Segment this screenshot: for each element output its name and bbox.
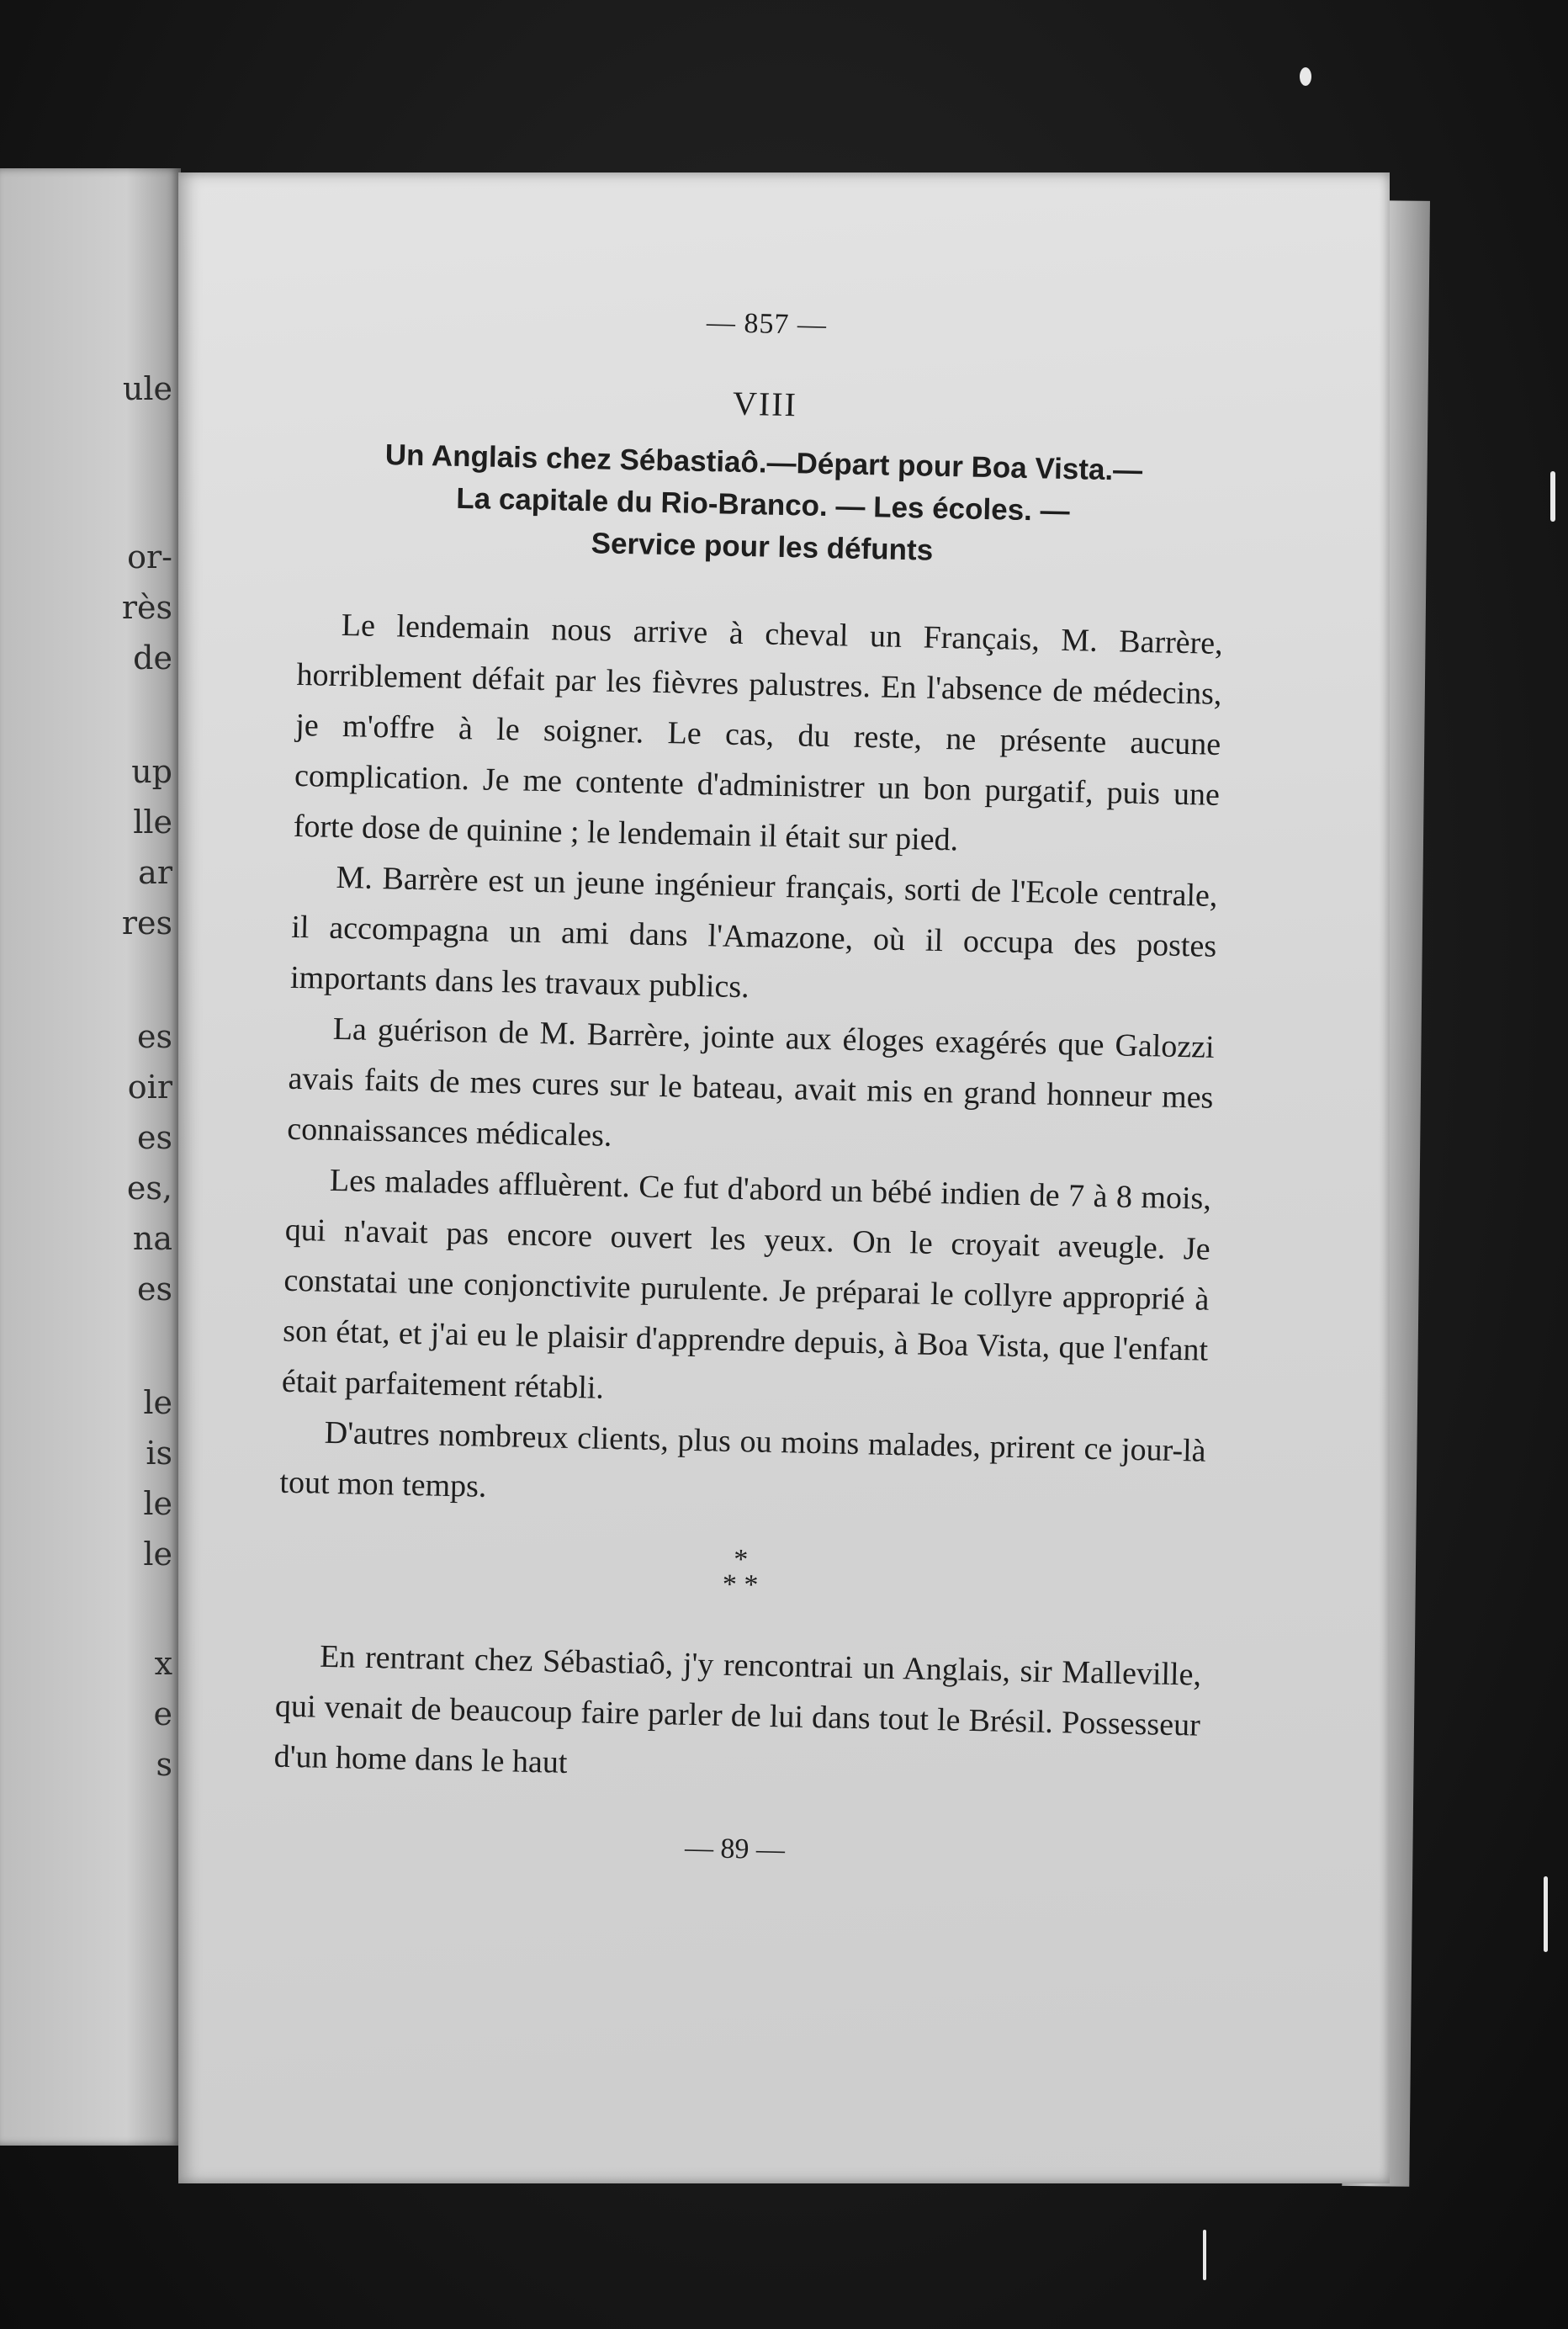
left-page-text-fragment: es bbox=[137, 1119, 172, 1156]
page-content bbox=[272, 299, 1230, 1875]
left-page bbox=[0, 168, 181, 2146]
page-number-bottom: — 89 — bbox=[684, 1832, 786, 1866]
dust-speck bbox=[1544, 1876, 1548, 1952]
asterism-top: * bbox=[733, 1544, 749, 1576]
page-number-top: — 857 — bbox=[706, 307, 828, 342]
left-page-text-fragment: le bbox=[143, 1536, 172, 1573]
paragraph: Le lendemain nous arrive à cheval un Français, M. Barrère, horriblement défait par les fièvres palustres. En l'absence de médecins, je m'offre à le soigner. Le cas, du reste, ne présente aucune complication. Je me contente d'administrer un bon purgatif, puis une forte dose de quinine ; le lendemain il était sur pied. bbox=[293, 607, 1224, 858]
paragraph: La guérison de M. Barrère, jointe aux éloges exagérés que Galozzi avais faits de mes cures sur le bateau, avait mis en grand honneur mes connaissances médicales. bbox=[286, 1011, 1216, 1154]
left-page-text-fragment: le bbox=[143, 1485, 172, 1522]
left-page-text-fragment: lle bbox=[133, 804, 172, 841]
paragraph: Les malades affluèrent. Ce fut d'abord un bébé indien de 7 à 8 mois, qui n'avait pas encore ouvert les yeux. On le croyait aveugle. Je constatai une conjonctivite purulente. Je préparai le collyre approprié à son état, et j'ai eu le plaisir d'apprendre depuis, à Boa Vista, que l'enfant était parfaitement rétabli. bbox=[281, 1162, 1212, 1406]
heading-line: La capitale du Rio-Branco. — Les écoles. — bbox=[455, 481, 1071, 528]
dust-speck bbox=[1550, 471, 1555, 522]
paragraph: En rentrant chez Sébastiaô, j'y rencontrai un Anglais, sir Malleville, qui venait de beaucoup faire parler de lui dans tout le Brésil. Possesseur d'un home dans le haut bbox=[273, 1638, 1202, 1780]
chapter-heading bbox=[299, 432, 1227, 578]
left-page-text-fragment: or- bbox=[127, 538, 172, 576]
book-page bbox=[178, 172, 1390, 2183]
left-page-text-fragment: na bbox=[132, 1220, 172, 1257]
body-text bbox=[273, 599, 1223, 1801]
left-page-text-fragment: rès bbox=[121, 589, 172, 626]
dust-speck bbox=[1300, 67, 1311, 86]
left-page-text-fragment: ule bbox=[122, 370, 172, 407]
left-page-text-fragment: oir bbox=[127, 1069, 172, 1106]
left-page-text-fragment: x bbox=[154, 1645, 172, 1682]
left-page-text-fragment: de bbox=[133, 639, 172, 676]
heading-line: Un Anglais chez Sébastiaô.—Départ pour Boa Vista.— bbox=[384, 438, 1143, 487]
section-break-asterism bbox=[278, 1538, 1204, 1608]
left-page-text-fragment: ar bbox=[138, 854, 172, 891]
left-page-text-fragment: e bbox=[153, 1695, 172, 1732]
left-page-text-fragment: is bbox=[146, 1435, 172, 1472]
left-page-text-fragment: up bbox=[131, 753, 172, 790]
left-page-text-fragment: le bbox=[143, 1384, 172, 1421]
left-page-text-fragment: es, bbox=[126, 1170, 172, 1207]
paragraph: M. Barrère est un jeune ingénieur français, sorti de l'Ecole centrale, il accompagna un ami dans l'Amazone, où il occupa des postes importants dans les travaux publics. bbox=[289, 859, 1218, 1005]
asterism-bottom: * * bbox=[722, 1568, 759, 1601]
left-page-text-fragment: res bbox=[121, 905, 172, 942]
paragraph: D'autres nombreux clients, plus ou moins malades, prirent ce jour-là tout mon temps. bbox=[279, 1414, 1206, 1504]
left-page-text-fragment: s bbox=[156, 1746, 172, 1783]
left-page-text-fragment: es bbox=[137, 1018, 172, 1055]
heading-line: Service pour les défunts bbox=[591, 527, 934, 567]
dust-speck bbox=[1203, 2230, 1206, 2280]
left-page-text-fragment: es bbox=[137, 1271, 172, 1308]
chapter-number: VIII bbox=[732, 384, 798, 424]
